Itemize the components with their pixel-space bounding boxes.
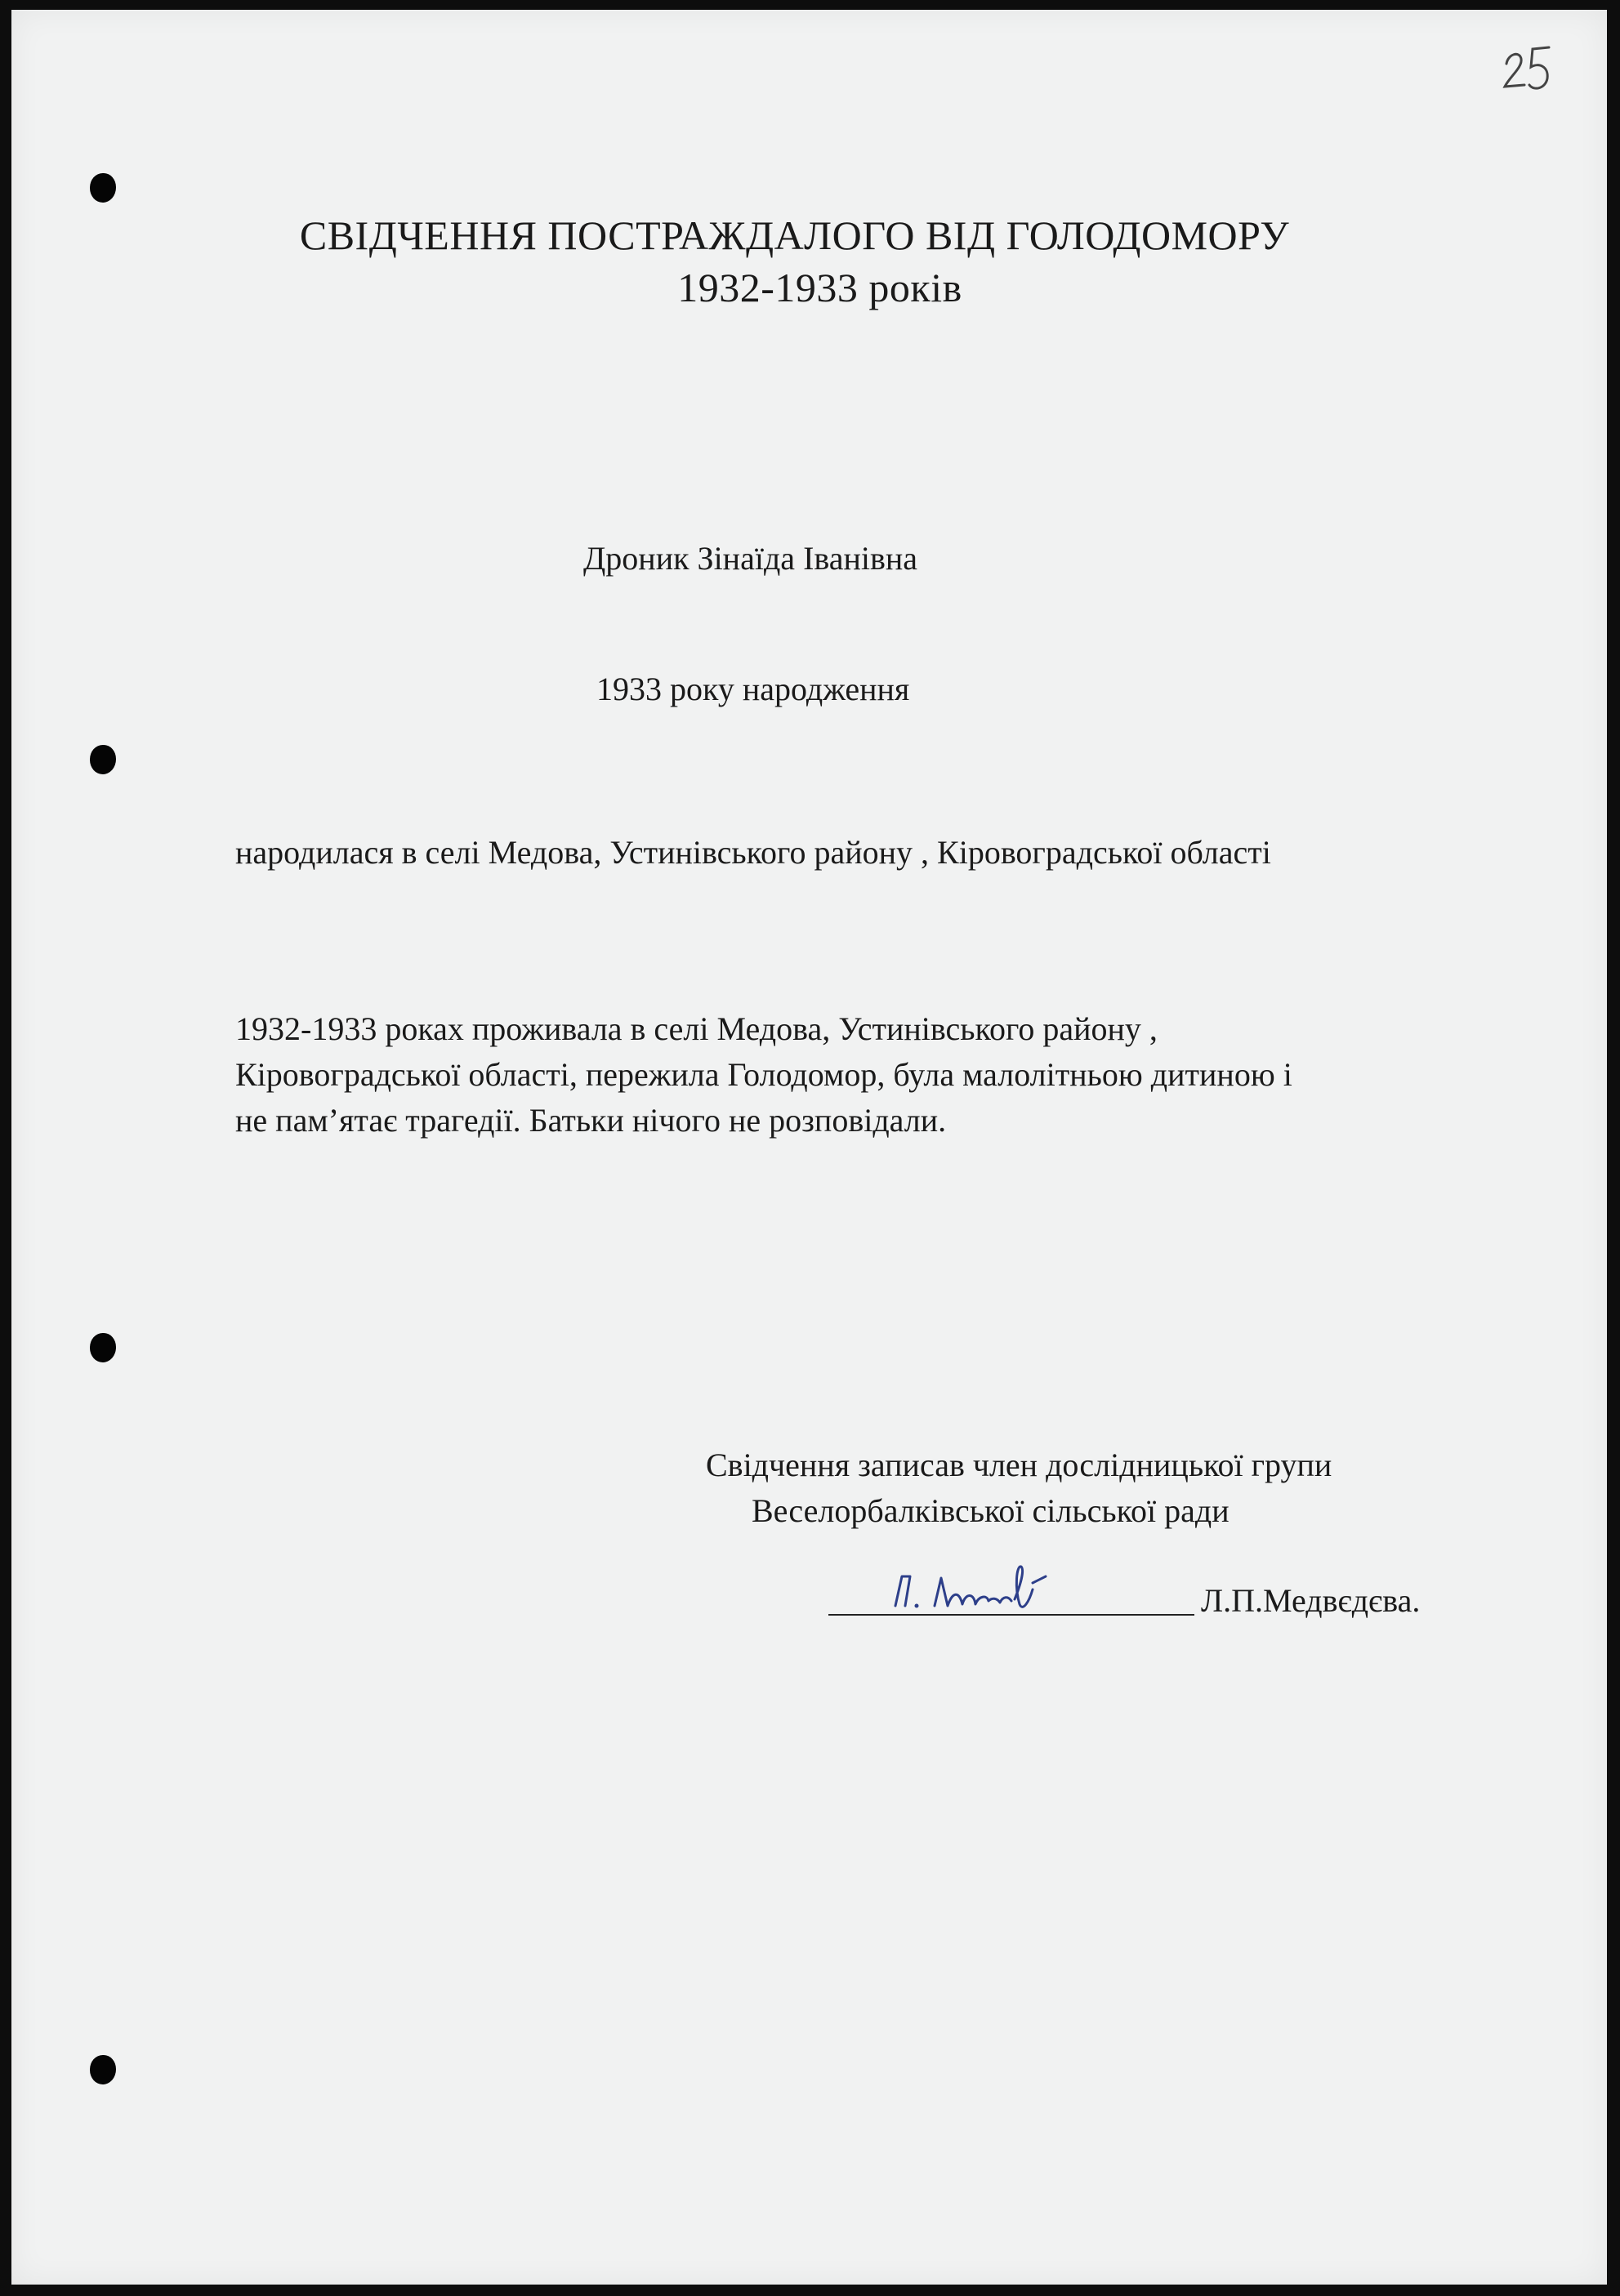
- punch-hole: [90, 1333, 116, 1362]
- document-title: [11, 209, 1607, 314]
- testimony-line: 1932-1933 роках проживала в селі Медова, Устинівського району ,: [235, 1010, 1158, 1047]
- birthplace: народилася в селі Медова, Устинівського району , Кіровоградської області: [235, 834, 1271, 871]
- title-line-1: СВІДЧЕННЯ ПОСТРАЖДАЛОГО ВІД ГОЛОДОМОРУ: [299, 212, 1290, 258]
- recorder-line-2: Веселорбалківської сільської ради: [752, 1492, 1230, 1529]
- archive-page-number: [1495, 39, 1560, 105]
- birth-year: 1933 року народження: [596, 671, 910, 707]
- testimony-paragraph: [235, 1006, 1292, 1144]
- signature-line: [828, 1614, 1194, 1616]
- document-page: [11, 10, 1607, 2285]
- testimony-line: не пам’ятає трагедії. Батьки нічого не розповідали.: [235, 1102, 947, 1139]
- recorder-name: Л.П.Медвєдєва.: [1201, 1582, 1421, 1619]
- punch-hole: [90, 173, 116, 203]
- punch-hole: [90, 2055, 116, 2084]
- recorder-line-1: Свідчення записав член дослідницької групи: [706, 1447, 1332, 1483]
- testimony-line: Кіровоградської області, пережила Голодомор, була малолітньою дитиною і: [235, 1056, 1292, 1093]
- handwritten-signature: [877, 1558, 1090, 1619]
- title-line-2: 1932-1933 років: [677, 265, 962, 310]
- witness-name: Дроник Зінаїда Іванівна: [583, 540, 918, 577]
- punch-hole: [90, 745, 116, 774]
